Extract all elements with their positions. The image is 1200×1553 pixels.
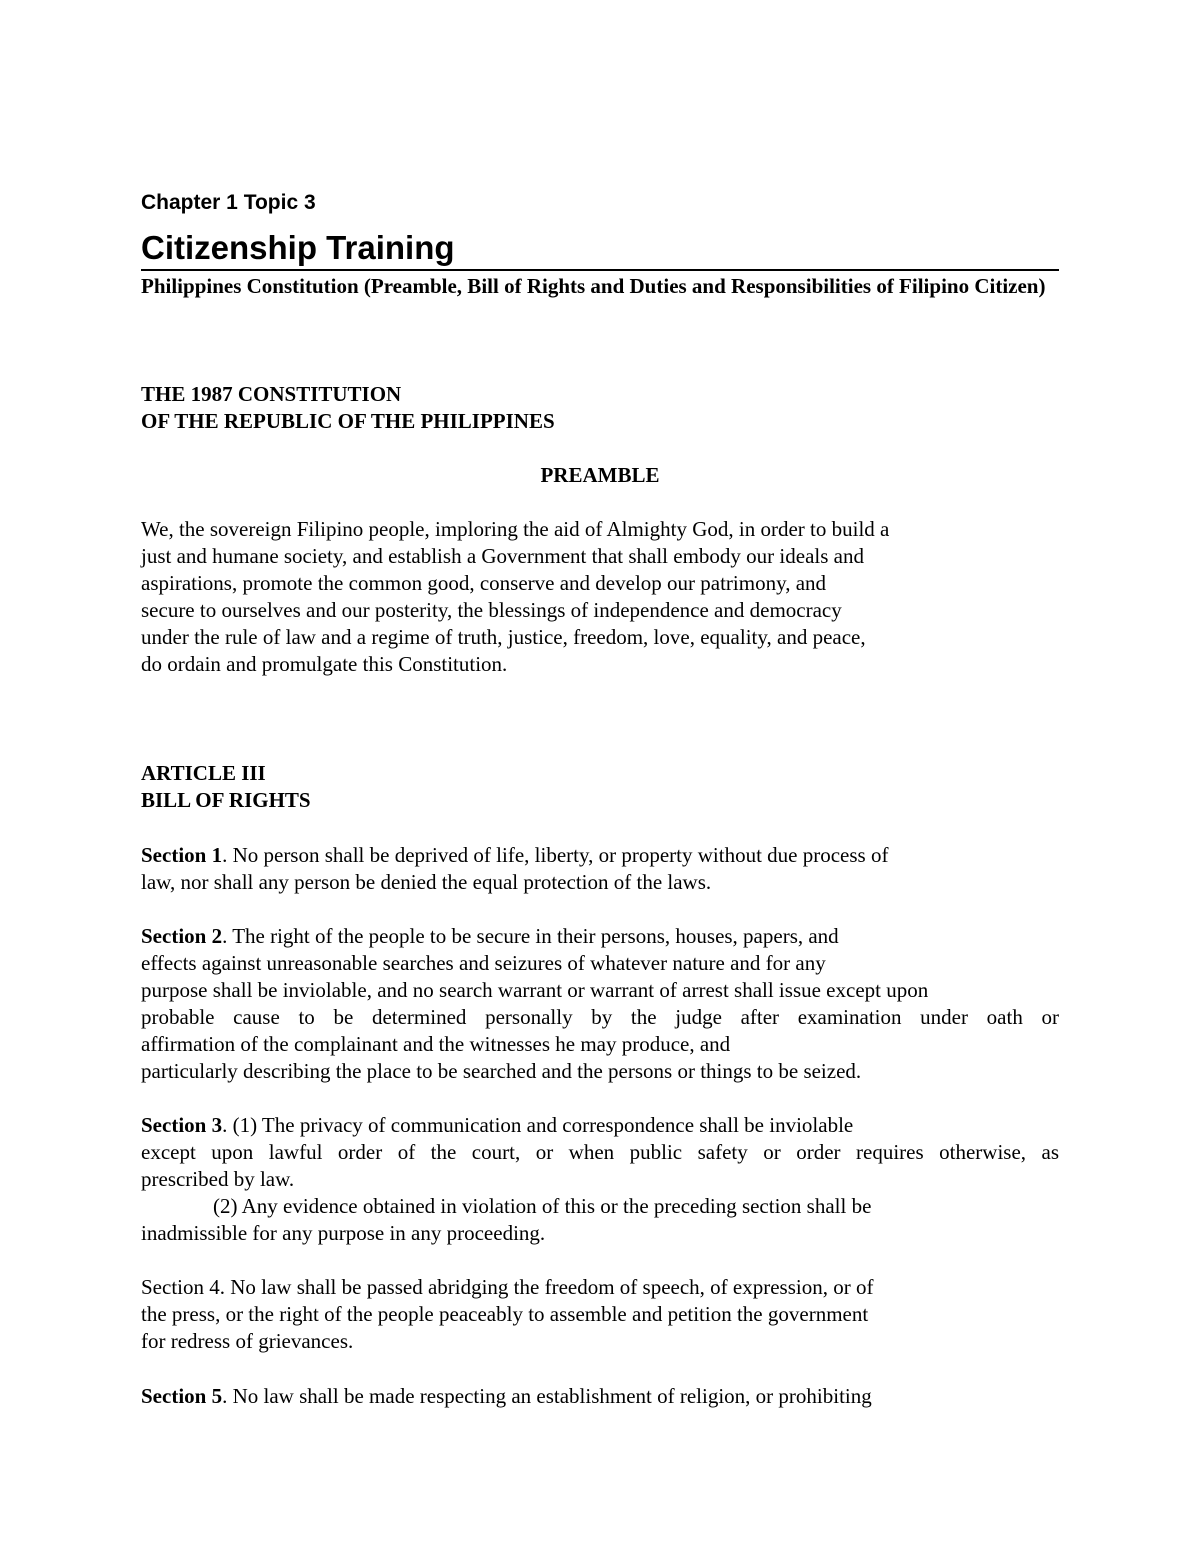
section-line: prescribed by law.: [141, 1167, 295, 1191]
section-4: [141, 1274, 1059, 1355]
preamble-heading: PREAMBLE: [540, 463, 660, 487]
section-label: Section 2: [141, 924, 223, 948]
section-line: Section 2. The right of the people to be secure in their persons, houses, papers, and: [141, 924, 839, 948]
constitution-heading-line-1: THE 1987 CONSTITUTION: [141, 382, 402, 406]
section-line: particularly describing the place to be searched and the persons or things to be seized.: [141, 1059, 862, 1083]
section-2: [141, 923, 1059, 1085]
section-line: law, nor shall any person be denied the equal protection of the laws.: [141, 870, 712, 894]
preamble-line: do ordain and promulgate this Constitution.: [141, 652, 508, 676]
preamble-line: just and humane society, and establish a Government that shall embody our ideals and: [141, 544, 864, 568]
section-label: Section 1: [141, 843, 223, 867]
section-line: inadmissible for any purpose in any proceeding.: [141, 1221, 546, 1245]
preamble-line: We, the sovereign Filipino people, imploring the aid of Almighty God, in order to build a: [141, 517, 890, 541]
section-line: probable cause to be determined personally by the judge after examination under oath or: [141, 1005, 1059, 1029]
section-line: purpose shall be inviolable, and no search warrant or warrant of arrest shall issue except upon: [141, 978, 929, 1002]
section-line: the press, or the right of the people peaceably to assemble and petition the government: [141, 1302, 869, 1326]
section-1: [141, 842, 1059, 896]
section-label: Section 3: [141, 1113, 223, 1137]
section-line: effects against unreasonable searches and seizures of whatever nature and for any: [141, 951, 826, 975]
section-line: Section 1. No person shall be deprived of life, liberty, or property without due process of: [141, 843, 889, 867]
section-line: Section 4. No law shall be passed abridging the freedom of speech, of expression, or of: [141, 1275, 874, 1299]
section-label: Section 5: [141, 1384, 223, 1408]
page-title: Citizenship Training: [141, 228, 1059, 271]
section-line: for redress of grievances.: [141, 1329, 354, 1353]
section-line: affirmation of the complainant and the witnesses he may produce, and: [141, 1032, 731, 1056]
article-number: ARTICLE III: [141, 761, 266, 785]
article-heading: [141, 760, 1059, 814]
section-line: Section 5. No law shall be made respecting an establishment of religion, or prohibiting: [141, 1384, 872, 1408]
section-line: Section 3. (1) The privacy of communication and correspondence shall be inviolable: [141, 1113, 854, 1137]
preamble-line: under the rule of law and a regime of truth, justice, freedom, love, equality, and peace,: [141, 625, 866, 649]
preamble-text: [141, 516, 1059, 678]
preamble-line: secure to ourselves and our posterity, the blessings of independence and democracy: [141, 598, 842, 622]
chapter-label: Chapter 1 Topic 3: [141, 191, 316, 214]
section-5: [141, 1383, 1059, 1410]
preamble-line: aspirations, promote the common good, conserve and develop our patrimony, and: [141, 571, 827, 595]
article-name: BILL OF RIGHTS: [141, 788, 311, 812]
page-subtitle: Philippines Constitution (Preamble, Bill of Rights and Duties and Responsibilities of Filipino Citizen): [141, 274, 1046, 298]
section-3: [141, 1112, 1059, 1247]
section-line: except upon lawful order of the court, or when public safety or order requires otherwise, as: [141, 1140, 1059, 1164]
constitution-heading-line-2: OF THE REPUBLIC OF THE PHILIPPINES: [141, 409, 555, 433]
section-line: (2) Any evidence obtained in violation of this or the preceding section shall be: [213, 1194, 872, 1218]
constitution-heading: [141, 381, 1059, 435]
